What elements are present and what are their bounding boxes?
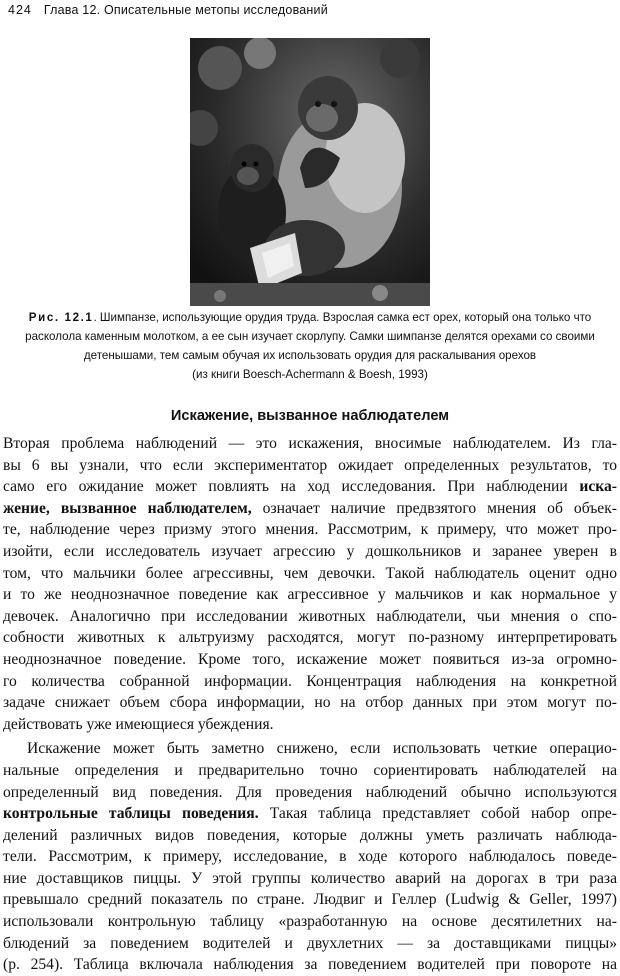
text-line: превышало средний показатель по стране. Людвиг и Геллер (Ludwig & Geller, 1997) <box>3 891 617 909</box>
chimpanzee-photo <box>190 38 430 306</box>
caption-text-1: . Шимпанзе, использующие орудия труда. Взрослая самка ест орех, который она только что <box>93 311 592 324</box>
text-line: тели. Рассмотрим, к примеру, исследование, в ходе которого наблюдалось поведе- <box>3 848 617 866</box>
chapter-title: Глава 12. Описательные метопы исследований <box>43 3 328 17</box>
caption-line-1 <box>0 308 620 327</box>
text-line <box>3 498 617 520</box>
page-number: 424 <box>8 3 32 17</box>
figure-label: Рис. 12.1 <box>28 311 94 324</box>
text-line: изойти, если исследователь изучает агрессию у дошкольников и заранее уверен в <box>3 542 617 560</box>
text-run: Такая таблица представляет собой набор опре- <box>269 805 618 823</box>
figure-caption <box>0 308 620 384</box>
bold-term: иска- <box>579 478 617 496</box>
text-line: нальные определения и предварительно точно сориентировать наблюдателей на <box>3 761 617 779</box>
running-header <box>8 3 612 17</box>
text-line: действовать уже имеющиеся убеждения. <box>3 715 274 733</box>
text-line: собности животных к альтруизму расходятся, могут по-разному интерпретировать <box>3 629 617 647</box>
text-line: использовали контрольную таблицу «разработанную на основе десятилетних на- <box>3 913 617 931</box>
text-line: блюдений за поведением водителей и двухлетних — за доставщиками пиццы» <box>3 934 617 952</box>
text-line: неоднозначное поведение. Кроме того, искажение может появиться из-за огромно- <box>3 650 617 668</box>
paragraph-2 <box>3 738 617 976</box>
text-line: том, что мальчики более агрессивны, чем девочки. Такой наблюдатель оценит одно <box>3 564 617 582</box>
text-line: (р. 254). Таблица включала наблюдения за поведением водителей при повороте на <box>3 956 617 974</box>
text-line: и то же неоднозначное поведение как агрессивное у мальчиков и как нормальное у <box>3 586 617 604</box>
section-heading: Искажение, вызванное наблюдателем <box>170 408 450 424</box>
text-line: Искажение может быть заметно снижено, если использовать четкие операцио- <box>27 740 617 758</box>
text-line: ние доставщиков пиццы. У этой группы количество аварий на дорогах в три раза <box>3 869 617 887</box>
text-line <box>3 476 617 498</box>
text-line: делений различных видов поведения, которые должны уметь различать наблюда- <box>3 826 617 844</box>
paragraph-1 <box>3 433 617 735</box>
text-run: означает наличие предвзятого мнения об объек- <box>262 499 617 517</box>
caption-line-4: (из книги Boesch-Achermann & Boesh, 1993) <box>192 368 428 381</box>
text-line: девочек. Аналогично при исследовании животных наблюдатели, чьи мнения о спо- <box>3 607 617 625</box>
text-line: го количества собранной информации. Концентрация наблюдения на конкретной <box>3 672 617 690</box>
text-run: само его ожидание может повлиять на ход исследования. При наблюдении <box>3 478 568 496</box>
text-line: определенный вид поведения. Для проведения наблюдений обычно используются <box>3 783 617 801</box>
bold-term: контрольные таблицы поведения. <box>3 805 259 823</box>
text-line: задаче снижает объем сбора информации, но на отбор данных при этом могут по- <box>3 694 617 712</box>
text-line <box>3 803 617 825</box>
caption-line-3: детенышами, тем самым обучая их использовать орудия для раскалывания орехов <box>83 349 537 362</box>
caption-line-2: расколола каменным молотком, а ее сын изучает скорлупу. Самки шимпанзе делятся орехами со своими <box>25 330 595 343</box>
text-line: те, наблюдение через призму этого мнения. Рассмотрим, к примеру, что может про- <box>3 521 617 539</box>
bold-term: жение, вызванное наблюдателем, <box>3 499 252 517</box>
text-line: Вторая проблема наблюдений — это искажения, вносимые наблюдателем. Из гла- <box>3 435 617 452</box>
text-line: вы 6 вы узнали, что если экспериментатор ожидает определенных результатов, то <box>3 456 617 474</box>
body-text <box>3 433 617 976</box>
